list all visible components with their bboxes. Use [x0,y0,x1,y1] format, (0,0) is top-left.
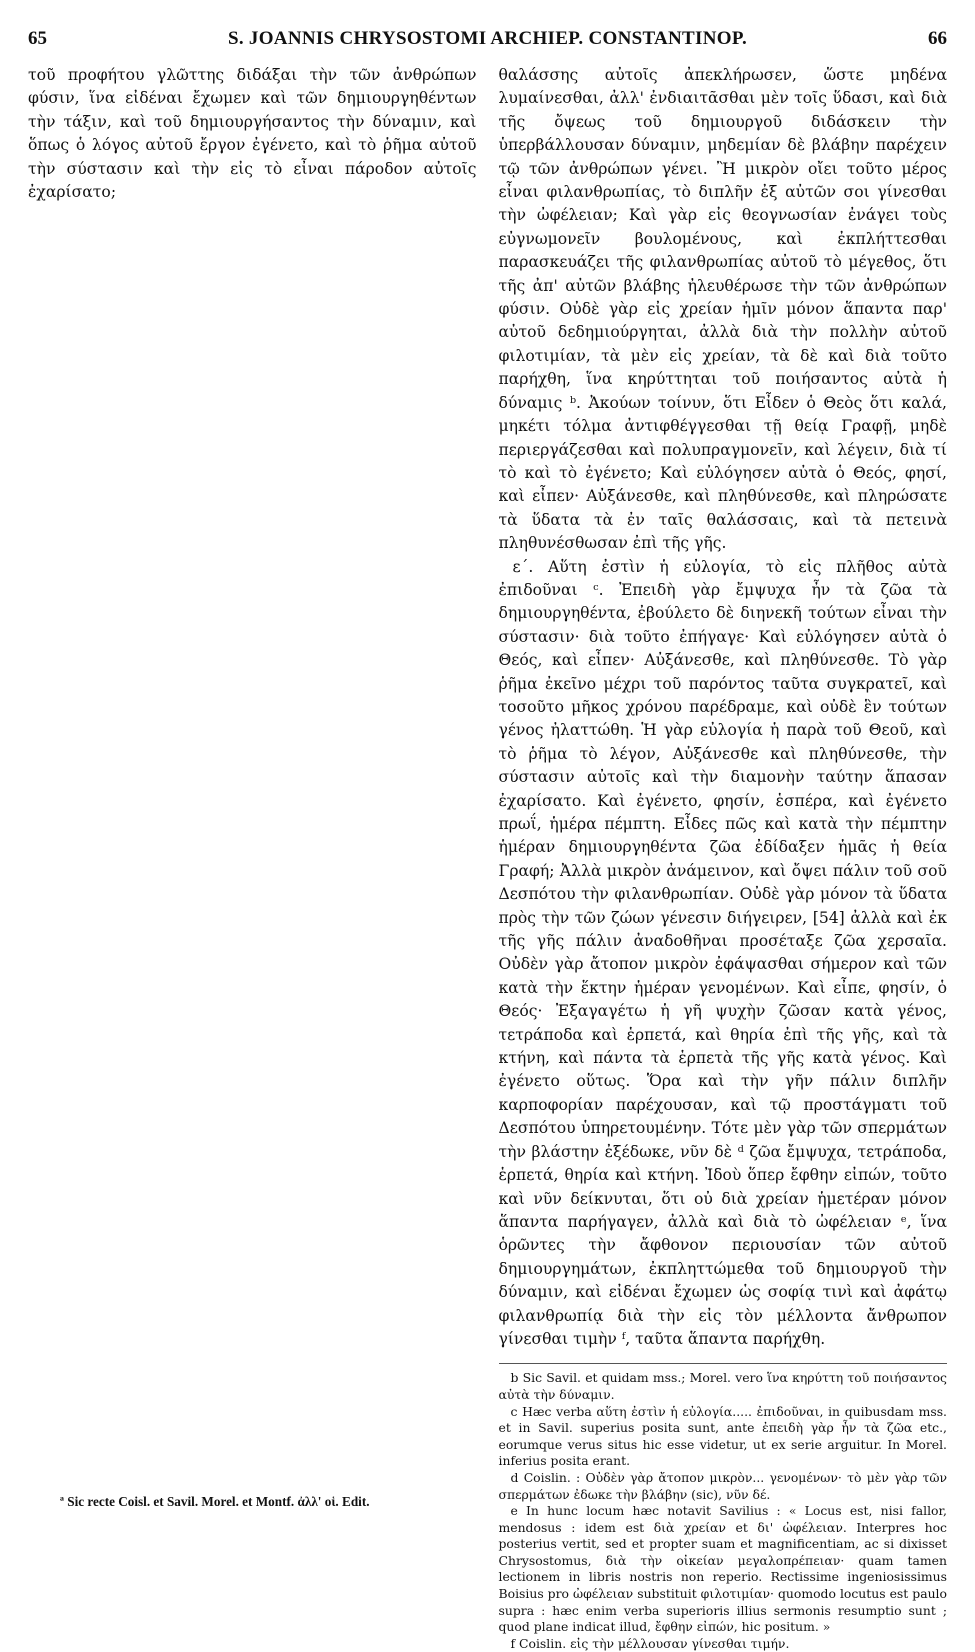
right-column [499,64,948,1652]
footnote: f Coislin. εἰς τὴν μέλλουσαν γίνεσθαι τιμήν. [510,1635,790,1651]
footnote: b Sic Savil. et quidam mss.; Morel. vero ἵνα κηρύττη τοῦ ποιήσαντος αὐτὰ τὴν δύναμιν. [498,1370,947,1402]
running-title: S. JOANNIS CHRYSOSTOMI ARCHIEP. CONSTANTINOP. [227,28,748,49]
footnote: c Hæc verba αὕτη ἐστὶν ἡ εὐλογία..... ἐπιδοῦναι, in quibusdam mss. et in Savil. superius posita sunt, ante ἐπειδὴ γὰρ ἦν τὰ ζῶα etc., eorumque verus situs hic esse videtur, ut ex serie arguitur. In Morel. inferius posita erant. [498,1403,947,1469]
footnote: e In hunc locum hæc notavit Savilius : « Locus est, nisi fallor, mendosus : idem est διὰ χρείαν et δι' ὠφέλειαν. Interpres hoc posterius vertit, sed et propter suam et magnificentiam, ac si dixisset Chrysostomus, διὰ τὴν οἰκείαν μεγαλοπρέπειαν· quam tamen lectionem in libris nostris non reperio. Rectissime ingeniosissimus Boisius pro ὠφέλειαν substituit φιλοτιμίαν· quomodo locutus est paulo supra : hæc enim verba superioris illius sermonis resumptio sunt ; quod plane indicat illud, ἔφθην εἰπών, hic positum. » [498,1503,947,1635]
text-columns [28,64,947,1652]
footnote: d Coislin. : Οὐδὲν γὰρ ἄτοπον μικρὸν... γενομένων· τὸ μὲν γὰρ τῶν σπερμάτων ἐδωκε τὴν βλάβην (sic), νῦν δέ. [498,1469,947,1502]
right-page-number: 66 [928,28,947,49]
running-header [28,28,947,64]
left-column [28,64,477,1652]
footnotes [499,1363,948,1652]
right-paragraph: ε΄. Αὕτη ἐστὶν ἡ εὐλογία, τὸ εἰς πλῆθος αὐτὰ ἐπιδοῦναι ᶜ. Ἐπειδὴ γὰρ ἔμψυχα ἦν τὰ ζῶα τὰ δημιουργηθέντα, ἐβούλετο δὲ διηνεκῆ τούτων εἶναι τὴν σύστασιν· διὰ τοῦτο ἐπήγαγε· Καὶ εὐλόγησεν αὐτὰ ὁ Θεός, καὶ εἶπεν· Αὐξάνεσθε, καὶ πληθύνεσθε. Τὸ γὰρ ῥῆμα ἐκεῖνο μέχρι τοῦ παρόντος ταῦτα συγκρατεῖ, καὶ τοσοῦτο μῆκος χρόνου παρέδραμε, καὶ οὐδὲ ἓν τούτων γένος ἠλαττώθη. Ἡ γὰρ εὐλογία ἡ παρὰ τοῦ Θεοῦ, καὶ τὸ ῥῆμα τὸ λέγον, Αὐξάνεσθε καὶ πληθύνεσθε, τὴν σύστασιν αὐτοῖς καὶ τὴν διαμονὴν ταύτην ἅπασαν ἐχαρίσατο. Καὶ ἐγένετο, φησίν, ἑσπέρα, καὶ ἐγένετο πρωΐ, ἡμέρα πέμπτη. Εἶδες πῶς καὶ κατὰ τὴν πέμπτην ἡμέραν δημιουργηθέντα ζῶα ἐδίδαξεν ἡμᾶς ἡ θεία Γραφή; Ἀλλὰ μικρὸν ἀνάμεινον, καὶ ὄψει πάλιν τοῦ σοῦ Δεσπότου τὴν φιλανθρωπίαν. Οὐδὲ γὰρ μόνον τὰ ὕδατα πρὸς τὴν τῶν ζώων γένεσιν διήγειρεν, [54] ἀλλὰ καὶ ἐκ τῆς γῆς πάλιν ἀναδοθῆναι προσέταξε ζῶα χερσαῖα. Οὐδὲν γὰρ ἄτοπον μικρὸν ἐφάψασθαι σήμερον καὶ τῶν κατὰ τὴν ἕκτην ἡμέραν γενομένων. Καὶ εἶπε, φησίν, ὁ Θεός· Ἐξαγαγέτω ἡ γῆ ψυχὴν ζῶσαν κατὰ γένος, τετράποδα καὶ ἑρπετά, καὶ θηρία ἐπὶ τῆς γῆς, καὶ τὰ κτήνη, καὶ πάντα τὰ ἑρπετὰ τῆς γῆς κατὰ γένος. Καὶ ἐγένετο οὕτως. Ὅρα καὶ τὴν γῆν πάλιν διπλῆν καρποφορίαν παρέχουσαν, καὶ τῷ προστάγματι τοῦ Δεσπότου ὑπηρετουμένην. Τότε μὲν γὰρ τῶν σπερμάτων τὴν βλάστην ἐξέδωκε, νῦν δὲ ᵈ ζῶα ἔμψυχα, τετράποδα, ἑρπετά, θηρία καὶ κτήνη. Ἰδοὺ ὅπερ ἔφθην εἰπών, τοῦτο καὶ νῦν δείκνυται, ὅτι οὐ διὰ χρείαν ἡμετέραν μόνον ἅπαντα παρήγαγεν, ἀλλὰ καὶ διὰ τὸ ὠφέλειαν ᵉ, ἵνα ὁρῶντες τὴν ἄφθονον περιουσίαν τῶν αὐτοῦ δημιουργημάτων, ἐκπληττώμεθα τοῦ δημιουργοῦ τὴν δύναμιν, καὶ εἰδέναι ἔχωμεν ὡς σοφίᾳ τινὶ καὶ ἀφάτῳ φιλανθρωπίᾳ διὰ τὴν εἰς τὸν μέλλοντα ἄνθρωπον γίνεσθαι τιμὴν ᶠ, ταῦτα ἅπαντα παρήχθη. [498,557,947,1348]
left-page-number: 65 [28,28,47,49]
right-paragraph: θαλάσσης αὐτοῖς ἀπεκλήρωσεν, ὥστε μηδένα λυμαίνεσθαι, ἀλλ' ἐνδιαιτᾶσθαι μὲν τοῖς ὕδασι, καὶ διὰ τῆς ὄψεως τοῦ δημιουργοῦ διδάσκειν τὴν ὑπερβάλλουσαν δύναμιν, μηδεμίαν δὲ βλάβην παρέχειν τῷ τῶν ἀνθρώπων γένει. Ἢ μικρὸν οἴει τοῦτο μέρος εἶναι φιλανθρωπίας, τὸ διπλῆν ἐξ αὐτῶν σοι γίνεσθαι τὴν ὠφέλειαν; Καὶ γὰρ εἰς θεογνωσίαν ἐνάγει τοὺς εὐγνωμονεῖν βουλομένους, καὶ ἐκπλήττεσθαι παρασκευάζει τῆς φιλανθρωπίας αὐτοῦ τὸ μέγεθος, ὅτι τῆς ἀπ' αὐτῶν βλάβης ἠλευθέρωσε τὴν τῶν ἀνθρώπων φύσιν. Οὐδὲ γὰρ εἰς χρείαν ἡμῖν μόνον ἅπαντα παρ' αὐτοῦ δεδημιούργηται, ἀλλὰ διὰ τὴν πολλὴν αὐτοῦ φιλοτιμίαν, τὰ μὲν εἰς χρείαν, τὰ δὲ καὶ διὰ τοῦτο παρήχθη, ἵνα κηρύττηται τοῦ ποιήσαντος αὐτὰ ἡ δύναμις ᵇ. Ἀκούων τοίνυν, ὅτι Εἶδεν ὁ Θεὸς ὅτι καλά, μηκέτι τόλμα ἀντιφθέγγεσθαι τῇ θείᾳ Γραφῇ, μηδὲ περιεργάζεσθαι καὶ πολυπραγμονεῖν, καὶ λέγειν, διὰ τί τὸ καὶ τὸ ἐγένετο; Καὶ εὐλόγησεν αὐτὰ ὁ Θεός, φησί, καὶ εἶπεν· Αὐξάνεσθε, καὶ πληθύνεσθε, καὶ πληρώσατε τὰ ὕδατα τὰ ἐν ταῖς θαλάσσαις, καὶ τὰ πετεινὰ πληθυνέσθωσαν ἐπὶ τῆς γῆς. [498,66,947,553]
left-paragraph: τοῦ προφήτου γλῶττης διδάξαι τὴν τῶν ἀνθρώπων φύσιν, ἵνα εἰδέναι ἔχωμεν καὶ τῶν δημιουργηθέντων τὴν τάξιν, καὶ τοῦ δημιουργήσαντος τὴν δύναμιν, καὶ ὅπως ὁ λόγος αὐτοῦ ἔργον ἐγένετο, καὶ τὸ ῥῆμα αὐτοῦ τὴν σύστασιν καὶ τὴν εἰς τὸ εἶναι πάροδον αὐτοῖς ἐχαρίσατο; [28,66,477,202]
left-footnote: ª Sic recte Coisl. et Savil. Morel. et Montf. ἀλλ' οἱ. Edit. [60,1494,370,1509]
